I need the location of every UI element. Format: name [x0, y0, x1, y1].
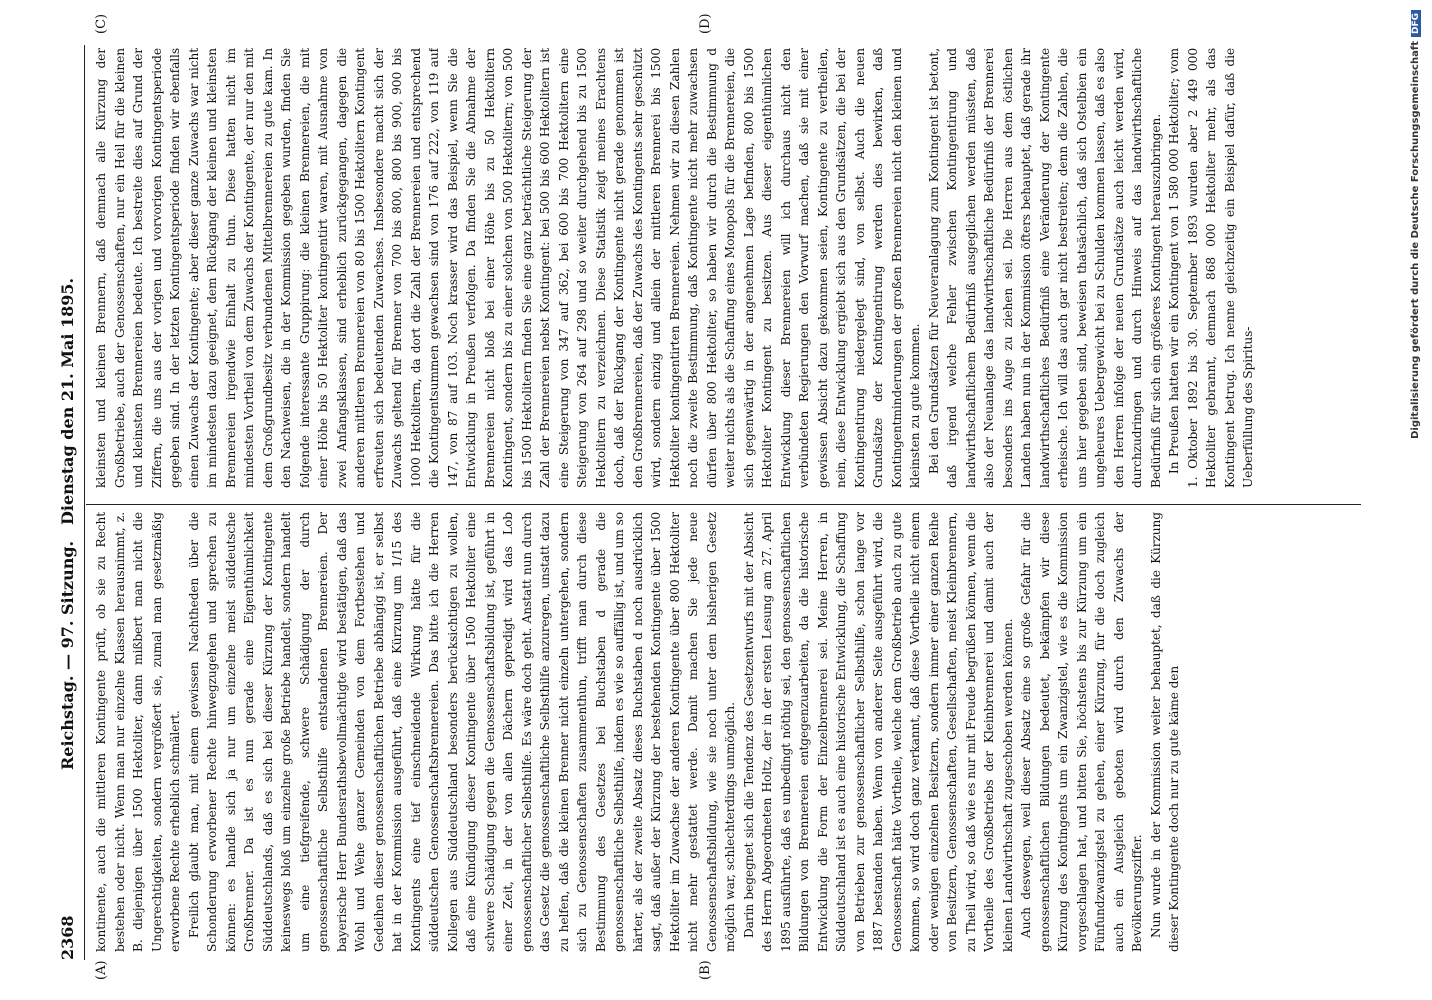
digitization-credit	[1410, 10, 1428, 440]
paragraph: Bei den Grundsätzen für Neuveranlagung zum Kontingent ist betont, daß irgend welche Fehler zwischen Kontingentirung und landwirthschaftlichem Bedürfniß ausgeglichen werden müssten, daß also der Neuanlage das landwirthschaftliche Bedürfniß der Brennerei besonders ins Auge zu ziehen sei. Die Herren aus dem östlichen Landen haben nun in der Kommission öfters behauptet, daß gerade ihr landwirthschaftliches Bedürfniß eine Veränderung der Kontingente erheische. Ich will das auch gar nicht bestreiten; denn die Zahlen, die uns hier gegeben sind, beweisen thatsächlich, daß sich Ostelbien ein ungeheures Uebergewicht bei zu Schulden kommen lassen, daß es also den Herren infolge der neuen Grundsätze auch leicht werden wird, durchzudringen und durch Hinweis auf das landwirthschaftliche Bedürfniß für sich ein größeres Kontingent herauszubringen.	[926, 48, 1163, 488]
paragraph: In Preußen hatten wir ein Kontingent von 1 580 000 Hektoliter; vom 1. Oktober 1892 bis 30. September 1893 wurden aber 2 449 000 Hektoliter gebrannt, demnach 868 000 Hektoliter mehr, als das Kontingent betrug. Ich nenne gleichzeitig ein Beispiel dafür, daß die Ueberfüllung des Spiritus-	[1167, 48, 1255, 488]
margin-marker-c: (C)	[94, 13, 109, 34]
paragraph: Nun wurde in der Kommission weiter behauptet, daß die Kürzung dieser Kontingente doch nur zu gute käme den	[1148, 512, 1181, 952]
credit-text: Digitalisierung gefördert durch die Deutsche Forschungsgemeinschaft	[1410, 41, 1421, 439]
paragraph: Auch deswegen, weil dieser Absatz eine so große Gefahr für die genossenschaftlichen Bildungen bedeutet, bekämpfen wir diese Kürzung des Kontingents um ein Zwanzigstel, wie es die Kommission vorgeschlagen hat, und bitten Sie, höchstens bis zur Kürzung um ein Fünfundzwanzigstel zu gehen, einer Kürzung, für die doch zugleich auch ein Ausgleich geboten wird durch den Zuwachs der Bevölkerungsziffer.	[1019, 512, 1144, 952]
column-divider	[86, 504, 1361, 505]
paragraph: Darin begegnet sich die Tendenz des Gesetzentwurfs mit der Absicht des Herrn Abgeordneten Holtz, der in der ersten Lesung am 27. April 1895 ausführte, daß es unbedingt nöthig sei, den genossenschaftlichen Bildungen von Brennereien entgegenzuarbeiten, da die historische Entwicklung die Form der Einzelbrennerei sei. Meine Herren, in Süddeutschland ist es auch eine historische Entwicklung, die Schaffung von Betrieben zur genossenschaftlicher Selbsthilfe, schon lange vor 1887 bestanden haben. Wenn von anderer Seite ausgeführt wird, die Genossenschaft hätte Vortheile, welche dem Großbetrieb auch zu gute kommen, so wird doch ganz verkannt, daß diese Vortheile nicht einem oder wenigen einzelnen Besitzern, sondern immer einer ganzen Reihe von Besitzern, Genossenschaften, Gesellschaften, meist Kleinbrennern, zu Theil wird, so daß wie es nur mit Freude begrüßen können, wenn die Vortheile des Großbetriebs der Kleinbrennerei und damit auch der kleinen Landwirthschaft zugeschoben werden können.	[741, 512, 1015, 952]
margin-marker-a: (A)	[94, 960, 109, 980]
paragraph: kontinente, auch die mittleren Kontingente prüft, ob sie zu Recht bestehen oder nicht. Wenn man nur einzelne Klassen herausnimmt, z. B. diejenigen über 1500 Hektoliter, dann mißbert man nicht die Ungerechtigkeiten, sondern vergrößert sie, zumal man gesetzmäßig erworbene Rechte erheblich schmälert.	[94, 512, 182, 952]
paragraph: Freilich glaubt man, mit einem gewissen Nachtheden über die Schonderung erworbener Rechte hinwegzugehen und sprechen zu können: es handle sich ja nur um einzelne meist süddeutsche Großbrenner. Da ist es nun gerade eine Eigenthümlichkeit Süddeutschlands, daß es sich bei dieser Kürzung der Kontingente keineswegs bloß um einzelne große Betriebe handelt, sondern handelt um eine tiefgreifende, schwere Schädigung der durch genossenschaftliche Selbsthilfe entstandenen Brennereien. Der bayerische Herr Bundesrathsbevollmächtigte wird bestätigen, daß das Wohl und Wehe ganzer Gemeinden von dem Fortbestehen und Gedeihen dieser genossenschaftlichen Betriebe abhängig ist, er selbst hat in der Kommission ausgeführt, daß eine Kürzung um 1/15 des Kontingents eine tief einschneidende Wirkung hätte für die süddeutschen Genossenschaftsbrennereien. Das bitte ich die Herren Kollegen aus Süddeutschland besonders berücksichtigen zu wollen, daß eine Kündigung dieser Kontingente über 1500 Hektoliter eine schwere Schädigung gegen die Genossenschaftsbildung ist, geführt in einer Zeit, in der von allen Dächern gepredigt wird das Lob genossenschaftlicher Selbsthilfe. Es wäre doch geht. Anstatt nun durch das Gesetz die genossenschaftliche Selbsthilfe anzuregen, unstatt dazu zu helfen, daß die kleinen Brenner nicht einzeln untergehen, sondern sich zu Genossenschaften zusammenthun, trifft man durch diese Bestimmung des Gesetzes bei Buchstaben d gerade die genossenschaftliche Selbsthilfe, indem es wie so auffällig ist, und um so härter, als der zweite Absatz dieses Buchstaben d noch ausdrücklich sagt, daß außer der Kürzung der bestehenden Kontingente über 1500 Hektoliter im Zuwachse der anderen Kontingente über 800 Hektoliter nicht mehr gestattet werde. Damit machen Sie jede neue Genossenschaftsbildung, wie sie noch unter dem bisherigen Gesetz möglich war, schlechterdings unmöglich.	[186, 512, 737, 952]
margin-marker-b: (B)	[698, 960, 713, 980]
right-column	[92, 48, 1362, 488]
paragraph: kleinsten und kleinen Brennern, daß demnach alle Kürzung der Großbetriebe, auch der Genossenschaften, nur ein Heil für die kleinen und kleinsten Brennereien bedeute. Ich bestreite dies auf Grund der Ziffern, die uns aus der vorigen und vorvorigen Kontingentsperiode gegeben sind. In der letzten Kontingentsperiode finden wir ebenfalls einen Zuwachs der Kontingente; aber dieser ganze Zuwachs war nicht im mindesten dazu geeignet, dem Rückgang der kleinen und kleinsten Brennereien irgendwie Einhalt zu thun. Diese hatten nicht im mindesten Vortheil von dem Zuwachs der Kontingente, der nur den mit dem Großgrundbesitz verbundenen Mittelbrennereien zu gute kam. In den Nachweisen, die in der Kommission gegeben wurden, finden Sie folgende interessante Gruppirung: die kleinen Brennereien, die mit einer Höhe bis 50 Hektoliter kontingentirt waren, mit Ausnahme von zwei Anfangsklassen, sind erheblich zurückgegangen, dagegen die anderen mittleren Brennereien von 80 bis 1500 Hektolitern Kontingent erfreuten sich bedeutenden Zuwachses. Insbesondere macht sich der Zuwachs geltend für Brenner von 700 bis 800, 800 bis 900, 900 bis 1000 Hektolitern, da dort die Zahl der Brennereien und entsprechend die Kontingentsummen gewachsen sind von 176 auf 222, von 119 auf 147, von 87 auf 103. Noch krasser wird das Beispiel, wenn Sie die Entwicklung in Preußen verfolgen. Da finden Sie die Abnahme der Brennereien nicht bloß bei einer Höhe bis zu 50 Hektolitern Kontingent, sondern bis zu einer solchen von 500 Hektolitern; von 500 bis 1500 Hektolitern finden Sie eine ganz beträchtliche Steigerung der Zahl der Brennereien nebst Kontingent: bei 500 bis 600 Hektolitern ist eine Steigerung von 347 auf 362, bei 600 bis 700 Hektolitern eine Steigerung von 264 auf 298 und so weiter durchgehend bis zu 1500 Hektolitern zu verzeichnen. Diese Statistik zeigt meines Erachtens doch, daß der Rückgang der Kontingente nicht gerade genommen ist den Großbrennereien, daß der Zuwachs des Kontingents sehr geschützt wird, sondern einzig und allein der mittleren Brennerei bis 1500 Hektoliter kontingentirten Brennereien. Nehmen wir zu diesen Zahlen noch die zweite Bestimmung, daß Kontingente nicht mehr zuwachsen dürfen über 800 Hektoliter, so haben wir durch die Bestimmung d weiter nichts als die Schaffung eines Monopols für die Brennereien, die sich gegenwärtig in der angenehmen Lage befinden, 800 bis 1500 Hektoliter Kontingent zu besitzen. Aus dieser eigenthümlichen Entwicklung dieser Brennereien will ich durchaus nicht den verbündeten Regierungen den Vorwurf machen, daß sie mit einer gewissen Absicht dazu gekommen seien, Kontingente zu vertheilen, nein, diese Entwicklung ergiebt sich aus den Grundsätzen, die bei der Kontingentirung niedergelegt sind, von selbst. Auch die neuen Grundsätze der Kontingentirung werden dies bewirken, daß Kontingentminderungen der großen Brennereien nicht den kleinen und kleinsten zu gute kommen.	[94, 48, 922, 488]
header-left-title: Reichstag. — 97. Sitzung.	[58, 540, 77, 770]
left-column	[92, 512, 1362, 952]
page-header	[58, 45, 82, 960]
margin-marker-d: (D)	[698, 13, 713, 34]
page-number: 2368	[58, 915, 77, 960]
header-rule	[84, 45, 85, 960]
dfg-logo: DFG	[1411, 10, 1421, 37]
header-right-title: Dienstag den 21. Mai 1895.	[58, 277, 77, 525]
